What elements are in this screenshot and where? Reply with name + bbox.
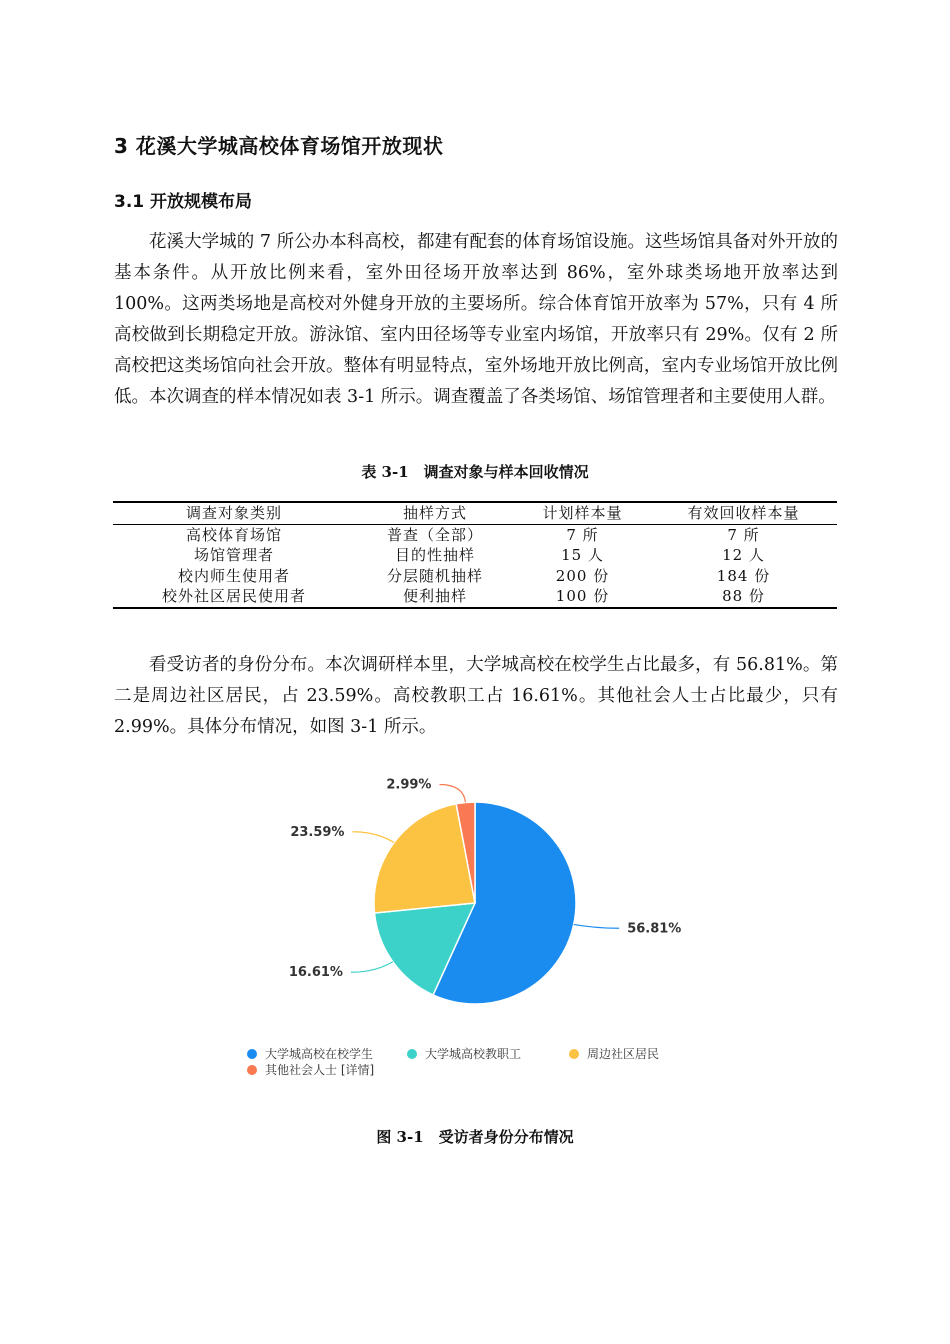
table-cell: 便利抽样 <box>402 587 467 605</box>
table-cell: 场馆管理者 <box>193 546 274 564</box>
slice-label-3: 2.99% <box>386 777 432 793</box>
table-cell: 7 所 <box>727 525 760 544</box>
table-header-cell: 抽样方式 <box>402 504 467 522</box>
table-cell: 普查（全部） <box>386 525 483 544</box>
slice-label-2: 23.59% <box>290 824 345 840</box>
pie-slices <box>374 802 576 1004</box>
legend-swatch <box>407 1049 417 1059</box>
figure-caption: 图 3-1 受访者身份分布情况 <box>376 1128 574 1146</box>
section-title: 3 花溪大学城高校体育场馆开放现状 <box>114 134 444 158</box>
table-cell: 校内师生使用者 <box>177 566 290 585</box>
table-cell: 高校体育场馆 <box>185 525 282 544</box>
table-cell: 200 份 <box>555 566 610 585</box>
legend-swatch <box>247 1065 257 1075</box>
legend-label: 周边社区居民 <box>587 1047 660 1061</box>
legend-label: 大学城高校在校学生 <box>265 1047 374 1061</box>
slice-label-1: 16.61% <box>288 965 343 981</box>
leader-line-1 <box>351 962 393 972</box>
table-row <box>113 586 837 608</box>
leader-line-3 <box>439 785 465 803</box>
legend-item-0[interactable] <box>247 1046 373 1061</box>
leader-line-2 <box>352 832 394 843</box>
table-cell: 目的性抽样 <box>394 546 475 564</box>
legend-label: 其他社会人士 [详情] <box>265 1063 375 1077</box>
subsection-title: 3.1 开放规模布局 <box>114 192 253 212</box>
table-header-cell: 调查对象类别 <box>185 504 282 522</box>
slice-label-0: 56.81% <box>627 921 682 937</box>
legend-item-3[interactable] <box>247 1062 374 1077</box>
legend-item-1[interactable] <box>407 1046 521 1061</box>
table-header-row <box>113 502 837 524</box>
legend-item-2[interactable] <box>569 1046 659 1061</box>
table-row <box>113 566 837 587</box>
body-paragraph-2: 看受访者的身份分布。本次调研样本里，大学城高校在校学生占比最多，有 56.81%。第二是周边社区居民，占 23.59%。高校教职工占 16.61%。其他社会人士占比最少，只有 2.99%。具体分布情况，如图 3-1 所示。 <box>114 655 838 737</box>
table-cell: 12 人 <box>722 546 765 564</box>
leader-line-0 <box>574 924 619 928</box>
sample-table <box>113 501 837 609</box>
legend-swatch <box>247 1049 257 1059</box>
table-row <box>113 545 837 566</box>
table-cell: 184 份 <box>716 566 771 585</box>
table-cell: 88 份 <box>722 587 765 605</box>
table-cell: 7 所 <box>566 525 599 544</box>
table-cell: 100 份 <box>555 587 610 605</box>
legend-label: 大学城高校教职工 <box>425 1047 522 1061</box>
legend-swatch <box>569 1049 579 1059</box>
body-paragraph-1: 花溪大学城的 7 所公办本科高校，都建有配套的体育场馆设施。这些场馆具备对外开放的基本条件。从开放比例来看，室外田径场开放率达到 86%，室外球类场地开放率达到 100%。这两类场地是高校对外健身开放的主要场所。综合体育馆开放率为 57%，只有 4 所高校做到长期稳定开放。游泳馆、室内田径场等专业室内场馆，开放率只有 29%。仅有 2 所高校把这类场馆向社会开放。整体有明显特点，室外场地开放比例高，室内专业场馆开放比例低。本次调查的样本情况如表 3-1 所示。调查覆盖了各类场馆、场馆管理者和主要使用人群。 <box>114 232 838 407</box>
table-cell: 分层随机抽样 <box>386 566 483 585</box>
pie-chart <box>0 760 950 1110</box>
chart-legend <box>247 1046 659 1077</box>
table-header-cell: 计划样本量 <box>542 504 623 522</box>
table-header-cell: 有效回收样本量 <box>687 504 800 522</box>
table-cell: 校外社区居民使用者 <box>161 587 306 605</box>
table-cell: 15 人 <box>561 546 604 564</box>
table-caption: 表 3-1 调查对象与样本回收情况 <box>361 463 589 481</box>
table-row <box>113 524 837 545</box>
